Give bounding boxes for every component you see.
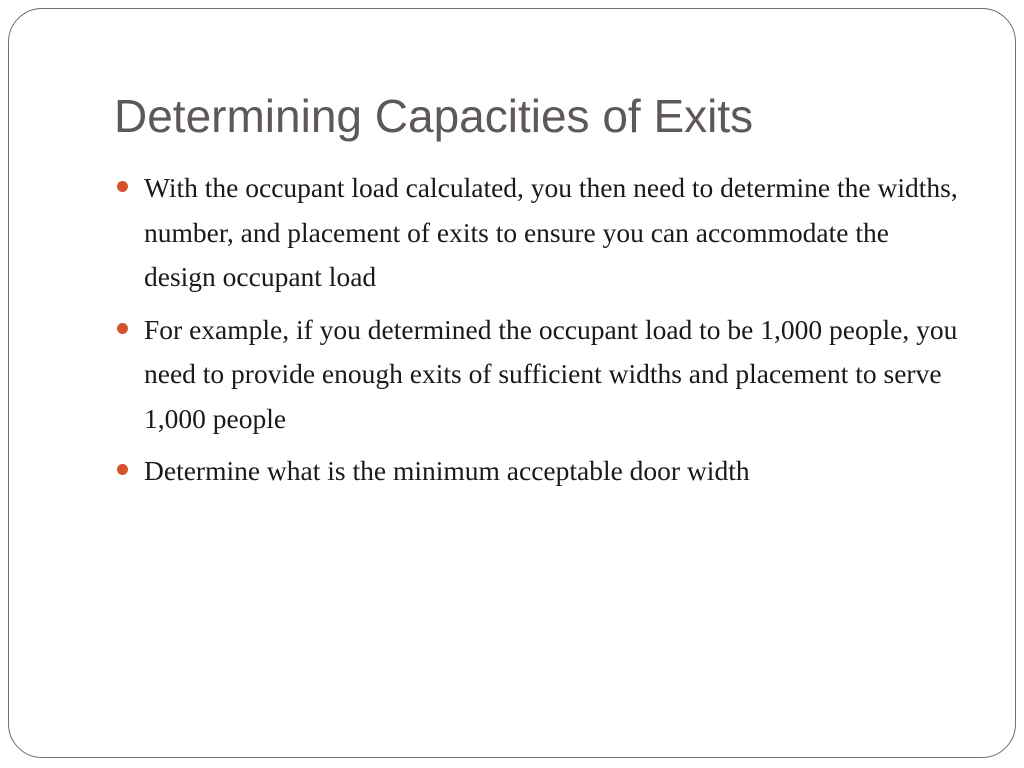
bullet-dot-icon — [117, 323, 128, 334]
bullet-dot-icon — [117, 464, 128, 475]
bullet-item — [116, 166, 966, 300]
bullet-item — [116, 449, 966, 494]
bullet-list — [116, 166, 966, 502]
bullet-text: Determine what is the minimum acceptable door width — [144, 455, 750, 486]
bullet-text: With the occupant load calculated, you then need to determine the widths, number, and placement of exits to ensure you can accommodate the design occupant load — [144, 172, 958, 292]
bullet-dot-icon — [117, 181, 128, 192]
slide-title: Determining Capacities of Exits — [114, 90, 754, 142]
bullet-text: For example, if you determined the occupant load to be 1,000 people, you need to provide enough exits of sufficient widths and placement to serve 1,000 people — [144, 313, 958, 434]
bullet-item — [116, 308, 966, 442]
